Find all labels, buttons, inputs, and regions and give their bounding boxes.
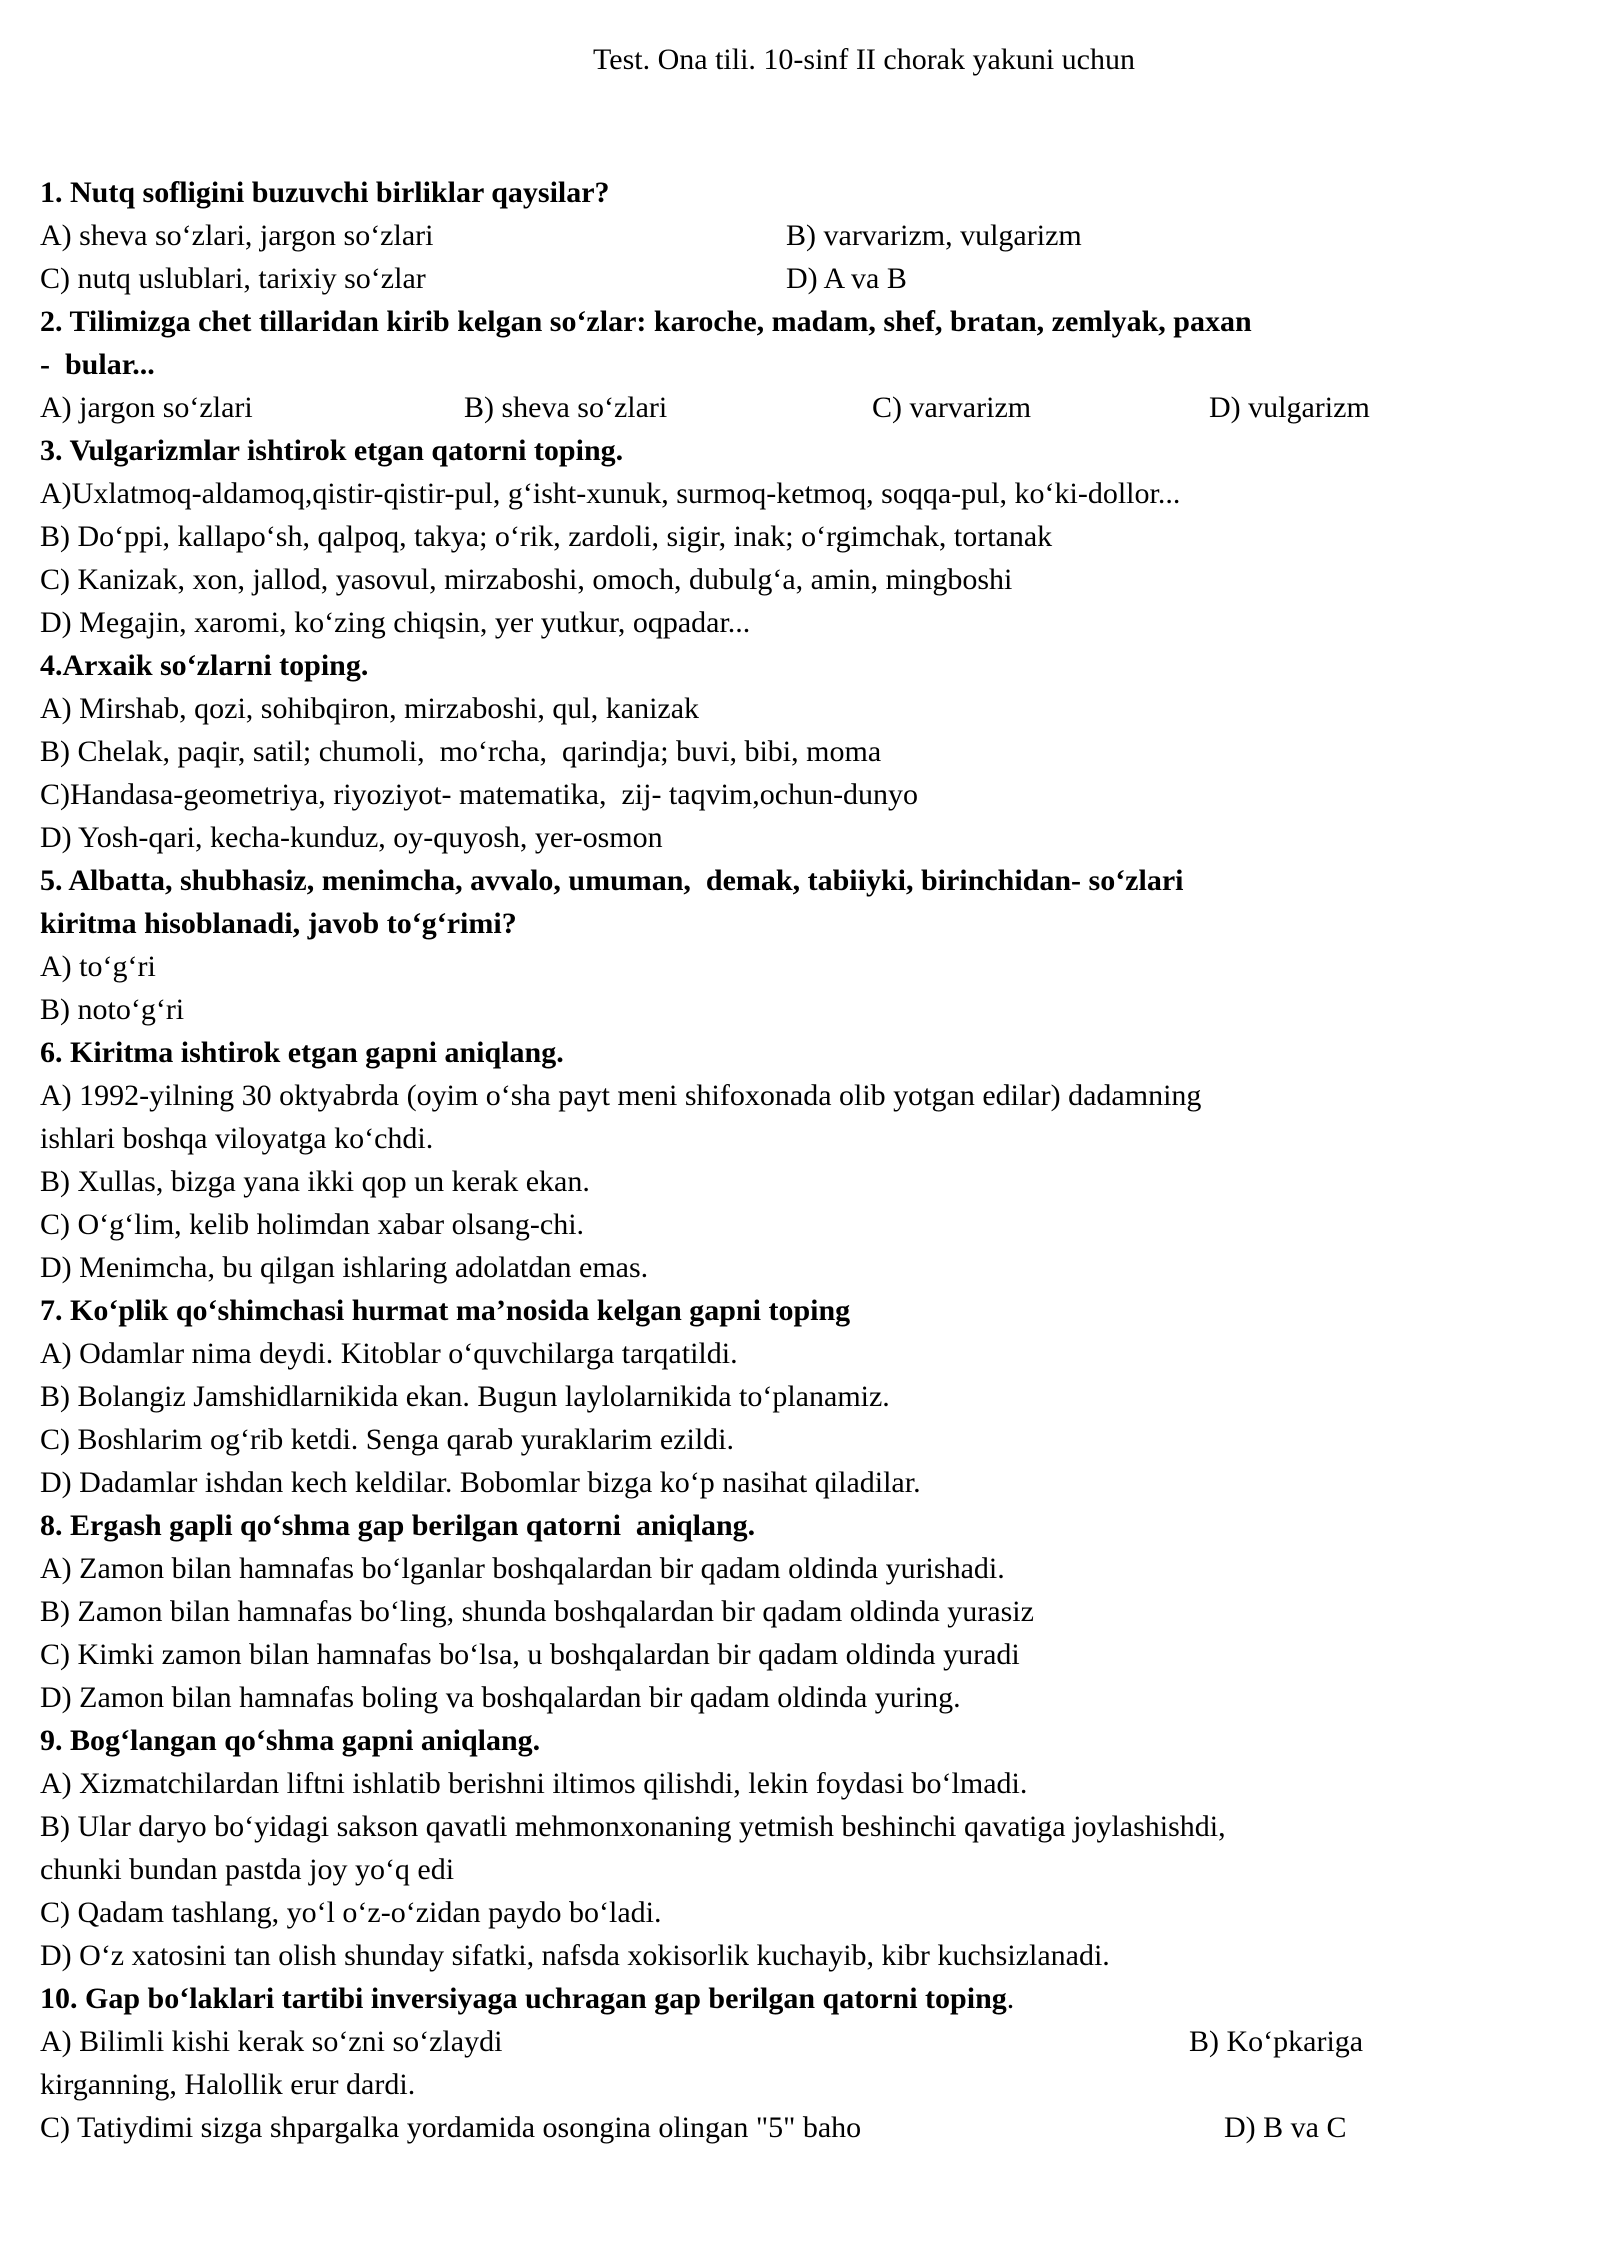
text-segment: B) sheva so‘zlari [464,391,668,424]
text-segment: D) O‘z xatosini tan olish shunday sifatki, nafsda xokisorlik kuchayib, kibr kuchsizlanadi. [40,1939,1110,1972]
title-spacer [40,81,1560,171]
question-3-heading [40,429,1560,472]
question-8-option-b [40,1590,1560,1633]
text-segment: D) Menimcha, bu qilgan ishlaring adolatdan emas. [40,1251,649,1284]
question-8-option-d [40,1676,1560,1719]
question-9-option-c [40,1891,1560,1934]
question-6-option-d [40,1246,1560,1289]
question-9-option-d [40,1934,1560,1977]
question-1-options-cd [40,257,1560,300]
question-3-option-b [40,515,1560,558]
text-segment: 6. Kiritma ishtirok etgan gapni aniqlang. [40,1036,564,1069]
question-3-option-a [40,472,1560,515]
text-segment: - bular... [40,348,155,381]
question-5-heading-line-1 [40,859,1560,902]
question-5-heading-line-2 [40,902,1560,945]
text-segment: A) sheva so‘zlari, jargon so‘zlari [40,219,434,252]
text-segment: 1. Nutq sofligini buzuvchi birliklar qaysilar? [40,176,610,209]
question-7-heading [40,1289,1560,1332]
document-content [40,38,1560,2149]
text-segment: B) Ular daryo bo‘yidagi sakson qavatli mehmonxonaning yetmish beshinchi qavatiga joylashishdi, [40,1810,1226,1843]
text-segment: chunki bundan pastda joy yo‘q edi [40,1853,455,1886]
text-segment: B) Xullas, bizga yana ikki qop un kerak ekan. [40,1165,590,1198]
question-6-option-a-line-1 [40,1074,1560,1117]
text-segment: C) Kimki zamon bilan hamnafas bo‘lsa, u boshqalardan bir qadam oldinda yuradi [40,1638,1020,1671]
text-segment: B) Chelak, paqir, satil; chumoli, mo‘rcha, qarindja; buvi, bibi, moma [40,735,882,768]
text-segment: 7. Ko‘plik qo‘shimchasi hurmat ma’nosida kelgan gapni toping [40,1294,851,1327]
text-segment: 10. Gap bo‘laklari tartibi inversiyaga uchragan gap berilgan qatorni toping [40,1982,1007,2015]
text-segment: 4.Arxaik so‘zlarni toping. [40,649,369,682]
question-6-option-b [40,1160,1560,1203]
question-9-option-b-line-2 [40,1848,1560,1891]
text-segment: A) Odamlar nima deydi. Kitoblar o‘quvchilarga tarqatildi. [40,1337,738,1370]
question-5-option-a [40,945,1560,988]
question-4-option-c [40,773,1560,816]
text-segment: C) Kanizak, xon, jallod, yasovul, mirzaboshi, omoch, dubulg‘a, amin, mingboshi [40,563,1013,596]
text-segment: kiritma hisoblanadi, javob to‘g‘rimi? [40,907,517,940]
text-segment: A) Xizmatchilardan liftni ishlatib berishni iltimos qilishdi, lekin foydasi bo‘lmadi. [40,1767,1028,1800]
text-segment: D) Megajin, xaromi, ko‘zing chiqsin, yer yutkur, oqpadar... [40,606,751,639]
text-segment: C) Qadam tashlang, yo‘l o‘z-o‘zidan paydo bo‘ladi. [40,1896,662,1929]
text-segment: D) Dadamlar ishdan kech keldilar. Bobomlar bizga ko‘p nasihat qiladilar. [40,1466,921,1499]
text-segment: 3. Vulgarizmlar ishtirok etgan qatorni toping. [40,434,624,467]
document-title: Test. Ona tili. 10-sinf II chorak yakuni uchun [593,43,1135,76]
text-segment: A) Bilimli kishi kerak so‘zni so‘zlaydi [40,2025,503,2058]
document-lines [40,171,1560,2149]
question-2-options-abcd [40,386,1560,429]
question-10-heading [40,1977,1560,2020]
question-10-options-cd [40,2106,1560,2149]
question-4-option-a [40,687,1560,730]
text-segment: C) O‘g‘lim, kelib holimdan xabar olsang-chi. [40,1208,585,1241]
text-segment: A)Uxlatmoq-aldamoq,qistir-qistir-pul, g‘isht-xunuk, surmoq-ketmoq, soqqa-pul, ko‘ki-dollor... [40,477,1181,510]
text-segment: B) Zamon bilan hamnafas bo‘ling, shunda boshqalardan bir qadam oldinda yurasiz [40,1595,1034,1628]
text-segment: kirganning, Halollik erur dardi. [40,2068,416,2101]
question-1-options-ab [40,214,1560,257]
text-segment: 2. Tilimizga chet tillaridan kirib kelgan so‘zlar: karoche, madam, shef, bratan, zemlyak, paxan [40,305,1252,338]
text-segment: A) 1992-yilning 30 oktyabrda (oyim o‘sha payt meni shifoxonada olib yotgan edilar) dadamning [40,1079,1202,1112]
question-6-option-c [40,1203,1560,1246]
question-8-option-c [40,1633,1560,1676]
text-segment: B) Ko‘pkariga [1189,2025,1364,2058]
text-segment: A) jargon so‘zlari [40,391,253,424]
text-segment: 8. Ergash gapli qo‘shma gap berilgan qatorni aniqlang. [40,1509,756,1542]
text-segment: D) A va B [786,262,907,295]
text-segment: D) vulgarizm [1209,391,1370,424]
text-segment: A) Mirshab, qozi, sohibqiron, mirzaboshi, qul, kanizak [40,692,700,725]
text-segment: B) Do‘ppi, kallapo‘sh, qalpoq, takya; o‘rik, zardoli, sigir, inak; o‘rgimchak, tortanak [40,520,1053,553]
question-9-heading [40,1719,1560,1762]
question-4-option-b [40,730,1560,773]
text-segment: A) Zamon bilan hamnafas bo‘lganlar boshqalardan bir qadam oldinda yurishadi. [40,1552,1005,1585]
question-7-option-c [40,1418,1560,1461]
question-6-option-a-line-2 [40,1117,1560,1160]
question-2-heading-line-2 [40,343,1560,386]
question-8-heading [40,1504,1560,1547]
text-segment: C)Handasa-geometriya, riyoziyot- matematika, zij- taqvim,ochun-dunyo [40,778,919,811]
text-segment: C) Boshlarim og‘rib ketdi. Senga qarab yuraklarim ezildi. [40,1423,734,1456]
question-7-option-b [40,1375,1560,1418]
question-8-option-a [40,1547,1560,1590]
question-7-option-d [40,1461,1560,1504]
question-7-option-a [40,1332,1560,1375]
text-segment: 5. Albatta, shubhasiz, menimcha, avvalo, umuman, demak, tabiiyki, birinchidan- so‘zlari [40,864,1184,897]
question-3-option-d [40,601,1560,644]
text-segment: B) noto‘g‘ri [40,993,185,1026]
text-segment: D) B va C [1224,2111,1347,2144]
question-3-option-c [40,558,1560,601]
question-4-heading [40,644,1560,687]
question-6-heading [40,1031,1560,1074]
text-segment: C) varvarizm [872,391,1032,424]
text-segment: B) Bolangiz Jamshidlarnikida ekan. Bugun laylolarnikida to‘planamiz. [40,1380,890,1413]
text-segment: . [1006,1982,1015,2015]
text-segment: A) to‘g‘ri [40,950,156,983]
text-segment: C) nutq uslublari, tarixiy so‘zlar [40,262,426,295]
text-segment: ishlari boshqa viloyatga ko‘chdi. [40,1122,434,1155]
question-4-option-d [40,816,1560,859]
text-segment: D) Zamon bilan hamnafas boling va boshqalardan bir qadam oldinda yuring. [40,1681,961,1714]
text-segment: D) Yosh-qari, kecha-kunduz, oy-quyosh, yer-osmon [40,821,663,854]
question-5-option-b [40,988,1560,1031]
question-10-options-ab [40,2020,1560,2063]
text-segment: C) Tatiydimi sizga shpargalka yordamida osongina olingan "5" baho [40,2111,862,2144]
question-2-heading-line-1 [40,300,1560,343]
text-segment: 9. Bog‘langan qo‘shma gapni aniqlang. [40,1724,541,1757]
question-9-option-a [40,1762,1560,1805]
question-10-option-b-continuation [40,2063,1560,2106]
text-segment: B) varvarizm, vulgarizm [786,219,1082,252]
question-1-heading [40,171,1560,214]
question-9-option-b-line-1 [40,1805,1560,1848]
